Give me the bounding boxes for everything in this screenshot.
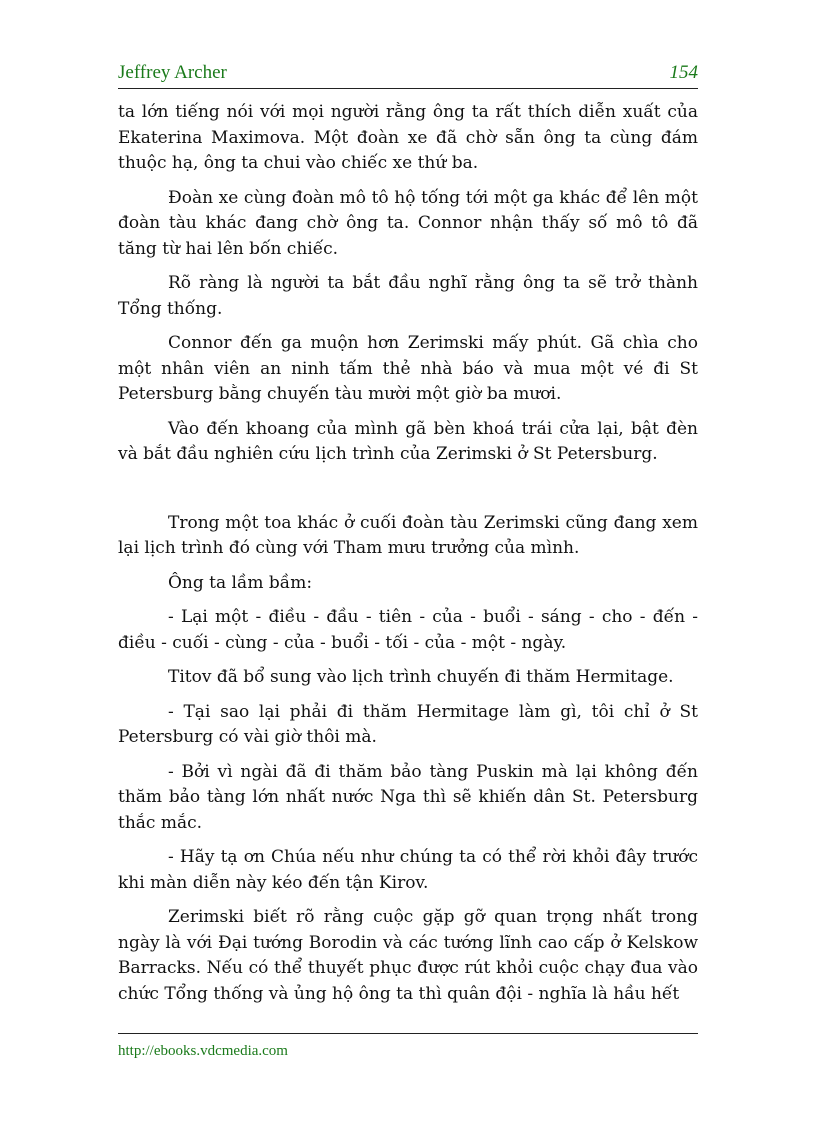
header-author: Jeffrey Archer xyxy=(118,62,227,83)
page-body xyxy=(118,100,698,1016)
paragraph: Ông ta lầm bầm: xyxy=(168,572,313,593)
paragraph: Vào đến khoang của mình gã bèn khoá trái cửa lại, bật đèn và bắt đầu nghiên cứu lịch trình của Zerimski ở St Petersburg. xyxy=(118,418,698,464)
paragraph: Rõ ràng là người ta bắt đầu nghĩ rằng ông ta sẽ trở thành Tổng thống. xyxy=(118,273,698,319)
paragraph: Connor đến ga muộn hơn Zerimski mấy phút. Gã chìa cho một nhân viên an ninh tấm thẻ nhà báo và mua một vé đi St Petersburg bằng chuyến tàu mười một giờ ba mươi. xyxy=(118,333,698,404)
footer-link[interactable]: http://ebooks.vdcmedia.com xyxy=(118,1043,288,1059)
header-page-number: 154 xyxy=(669,62,698,83)
paragraph: - Hãy tạ ơn Chúa nếu như chúng ta có thể rời khỏi đây trước khi màn diễn này kéo đến tận Kirov. xyxy=(118,847,698,893)
page-header xyxy=(118,62,698,89)
paragraph: Zerimski biết rõ rằng cuộc gặp gỡ quan trọng nhất trong ngày là với Đại tướng Borodin và các tướng lĩnh cao cấp ở Kelskow Barracks. Nếu có thể thuyết phục được rút khỏi cuộc chạy đua vào chức Tổng thống và ủng hộ ông ta thì quân đội - nghĩa là hầu hết xyxy=(118,907,698,1004)
paragraph: - Bởi vì ngài đã đi thăm bảo tàng Puskin mà lại không đến thăm bảo tàng lớn nhất nước Nga thì sẽ khiến dân St. Petersburg thắc mắc. xyxy=(118,761,698,833)
paragraph: - Tại sao lại phải đi thăm Hermitage làm gì, tôi chỉ ở St Petersburg có vài giờ thôi mà. xyxy=(118,701,698,747)
paragraph: ta lớn tiếng nói với mọi người rằng ông ta rất thích diễn xuất của Ekaterina Maximova. Một đoàn xe đã chờ sẵn ông ta cùng đám thuộc hạ, ông ta chui vào chiếc xe thứ ba. xyxy=(118,102,698,173)
paragraph: Trong một toa khác ở cuối đoàn tàu Zerimski cũng đang xem lại lịch trình đó cùng với Tham mưu trưởng của mình. xyxy=(118,512,698,558)
page-footer xyxy=(118,1033,698,1059)
paragraph: - Lại một - điều - đầu - tiên - của - buổi - sáng - cho - đến - điều - cuối - cùng - của - buổi - tối - của - một - ngày. xyxy=(118,607,698,653)
section-break xyxy=(118,477,698,511)
paragraph: Titov đã bổ sung vào lịch trình chuyến đi thăm Hermitage. xyxy=(168,667,674,687)
paragraph: Đoàn xe cùng đoàn mô tô hộ tống tới một ga khác để lên một đoàn tàu khác đang chờ ông ta. Connor nhận thấy số mô tô đã tăng từ hai lên bốn chiếc. xyxy=(118,187,698,259)
